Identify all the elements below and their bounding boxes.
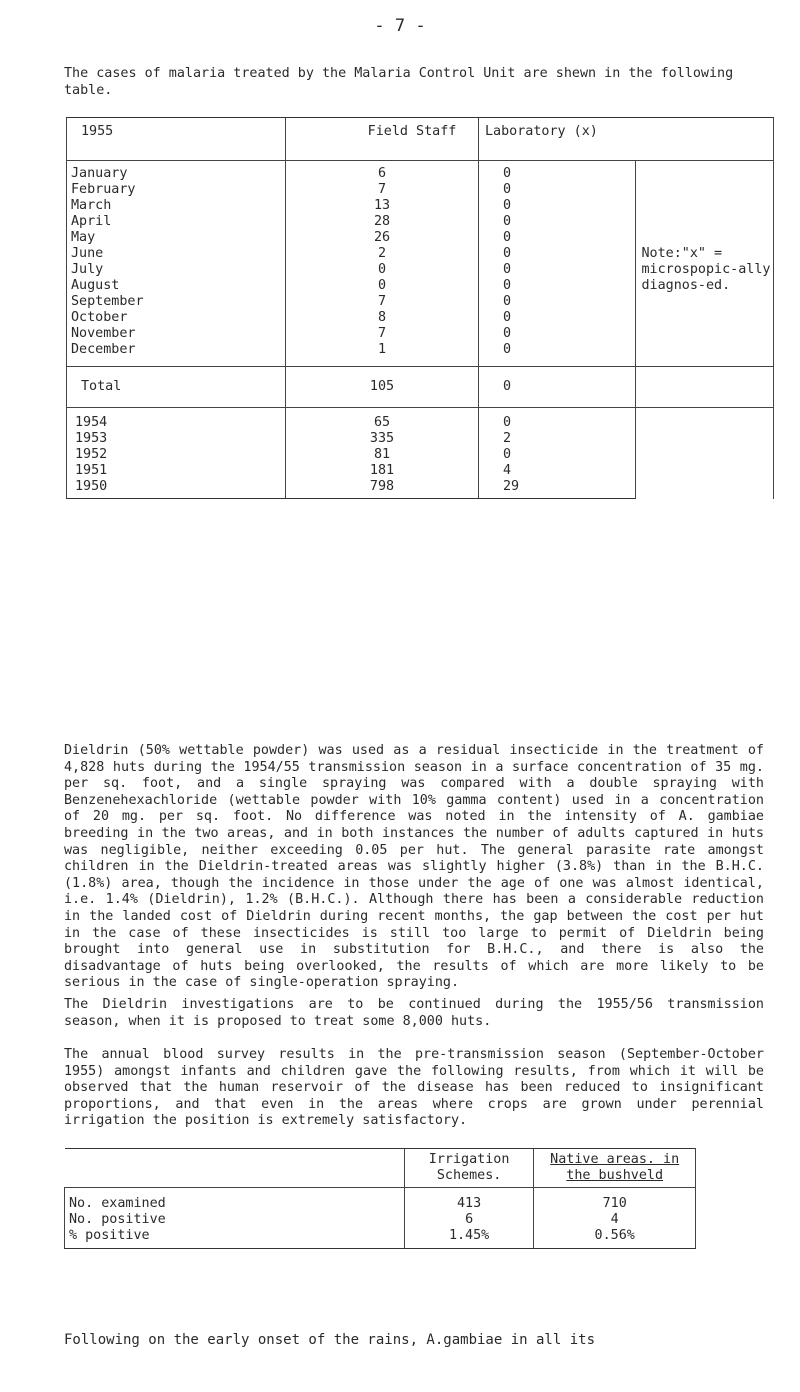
irrigation-cell: 413 — [404, 1188, 534, 1213]
field-cell: 0 — [286, 278, 479, 294]
field-cell: 335 — [286, 431, 479, 447]
note-cell — [635, 161, 774, 367]
field-cell: 7 — [286, 326, 479, 342]
total-lab: 0 — [479, 367, 636, 408]
native-cell: 0.56% — [534, 1228, 696, 1249]
malaria-cases-table — [66, 117, 774, 499]
lab-cell: 4 — [479, 463, 636, 479]
year-cell: 1952 — [67, 447, 286, 463]
total-row — [67, 367, 774, 408]
month-cell: April — [67, 214, 286, 230]
month-cell: February — [67, 182, 286, 198]
field-cell: 6 — [286, 161, 479, 183]
paragraph-blood-survey: The annual blood survey results in the pre-transmission season (September-October 1955) amongst infants and children gave the following results, from which it will be observed that the human reservoir of the disease has been reduced to insignificant proportions, and that even in the areas where crops are grown under perennial irrigation the position is extremely satisfactory. — [64, 1047, 764, 1129]
field-cell: 81 — [286, 447, 479, 463]
month-cell: December — [67, 342, 286, 367]
month-cell: November — [67, 326, 286, 342]
month-cell: October — [67, 310, 286, 326]
table-row — [65, 1228, 696, 1249]
lab-cell: 0 — [479, 447, 636, 463]
lab-cell: 0 — [479, 161, 636, 183]
lab-cell: 0 — [479, 182, 636, 198]
month-cell: June — [67, 246, 286, 262]
lab-cell: 0 — [479, 198, 636, 214]
total-field: 105 — [286, 367, 479, 408]
header-field-staff: Field Staff — [286, 118, 479, 161]
month-cell: March — [67, 198, 286, 214]
total-note-cell — [635, 367, 774, 408]
month-cell: August — [67, 278, 286, 294]
field-cell: 0 — [286, 262, 479, 278]
table-row — [65, 1188, 696, 1213]
lab-cell: 0 — [479, 230, 636, 246]
native-cell: 4 — [534, 1212, 696, 1228]
year-cell: 1951 — [67, 463, 286, 479]
lab-cell: 0 — [479, 294, 636, 310]
header-note-column — [635, 118, 774, 161]
page-number: - 7 - — [374, 16, 426, 36]
field-cell: 181 — [286, 463, 479, 479]
field-cell: 8 — [286, 310, 479, 326]
field-cell: 2 — [286, 246, 479, 262]
lab-cell: 0 — [479, 326, 636, 342]
table-row — [67, 408, 774, 432]
header-blank — [65, 1149, 405, 1188]
table-row — [67, 161, 774, 183]
field-cell: 13 — [286, 198, 479, 214]
table-row — [65, 1212, 696, 1228]
lab-cell: 0 — [479, 214, 636, 230]
month-cell: January — [67, 161, 286, 183]
month-cell: September — [67, 294, 286, 310]
field-cell: 65 — [286, 408, 479, 432]
year-cell: 1953 — [67, 431, 286, 447]
year-cell: 1950 — [67, 479, 286, 499]
field-cell: 26 — [286, 230, 479, 246]
year-cell: 1954 — [67, 408, 286, 432]
lab-cell: 0 — [479, 310, 636, 326]
month-cell: July — [67, 262, 286, 278]
lab-cell: 0 — [479, 342, 636, 367]
lab-cell: 0 — [479, 278, 636, 294]
header-native-areas: Native areas. in the bushveld — [534, 1149, 696, 1188]
footer-line: Following on the early onset of the rains, A.gambiae in all its — [64, 1332, 596, 1348]
field-cell: 1 — [286, 342, 479, 367]
row-label: % positive — [65, 1228, 405, 1249]
irrigation-cell: 6 — [404, 1212, 534, 1228]
table-header-row — [65, 1149, 696, 1188]
row-label: No. positive — [65, 1212, 405, 1228]
lab-cell: 29 — [479, 479, 636, 499]
years-note-cell — [635, 408, 774, 499]
native-cell: 710 — [534, 1188, 696, 1213]
row-label: No. examined — [65, 1188, 405, 1213]
field-cell: 7 — [286, 294, 479, 310]
note-text: Note:"x" = microspopic-ally diagnos-ed. — [641, 246, 771, 293]
month-cell: May — [67, 230, 286, 246]
header-laboratory: Laboratory (x) — [479, 118, 636, 161]
intro-text: The cases of malaria treated by the Malaria Control Unit are shewn in the following table. — [64, 66, 734, 98]
header-irrigation: Irrigation Schemes. — [404, 1149, 534, 1188]
irrigation-cell: 1.45% — [404, 1228, 534, 1249]
lab-cell: 0 — [479, 246, 636, 262]
total-label: Total — [67, 367, 286, 408]
paragraph-investigations: The Dieldrin investigations are to be continued during the 1955/56 transmission season, when it is proposed to treat some 8,000 huts. — [64, 997, 764, 1029]
blood-survey-table — [64, 1148, 696, 1249]
field-cell: 798 — [286, 479, 479, 499]
paragraph-dieldrin: Dieldrin (50% wettable powder) was used as a residual insecticide in the treatment of 4,828 huts during the 1954/55 transmission season in a surface concentration of 35 mg. per sq. foot, and a single spraying was compared with a double spraying with Benzenehexachloride (wettable powder with 10% gamma content) used in a concentration of 20 mg. per sq. foot. No difference was noted in the intensity of A. gambiae breeding in the two areas, and in both instances the number of adults captured in huts was negligible, neither exceeding 0.05 per hut. The general parasite rate amongst children in the Dieldrin-treated areas was slightly higher (3.8%) than in the B.H.C. (1.8%) area, though the incidence in those under the age of one was almost identical, i.e. 1.4% (Dieldrin), 1.2% (B.H.C.). Although there has been a considerable reduction in the landed cost of Dieldrin during recent months, the gap between the cost per hut in the case of these insecticides is still too large to permit of Dieldrin being brought into general use in substitution for B.H.C., and there is also the disadvantage of huts being overlooked, the results of which are more likely to be serious in the case of single-operation spraying. — [64, 743, 764, 991]
lab-cell: 2 — [479, 431, 636, 447]
lab-cell: 0 — [479, 262, 636, 278]
lab-cell: 0 — [479, 408, 636, 432]
table-header-row — [67, 118, 774, 161]
header-year: 1955 — [67, 118, 286, 161]
field-cell: 7 — [286, 182, 479, 198]
field-cell: 28 — [286, 214, 479, 230]
